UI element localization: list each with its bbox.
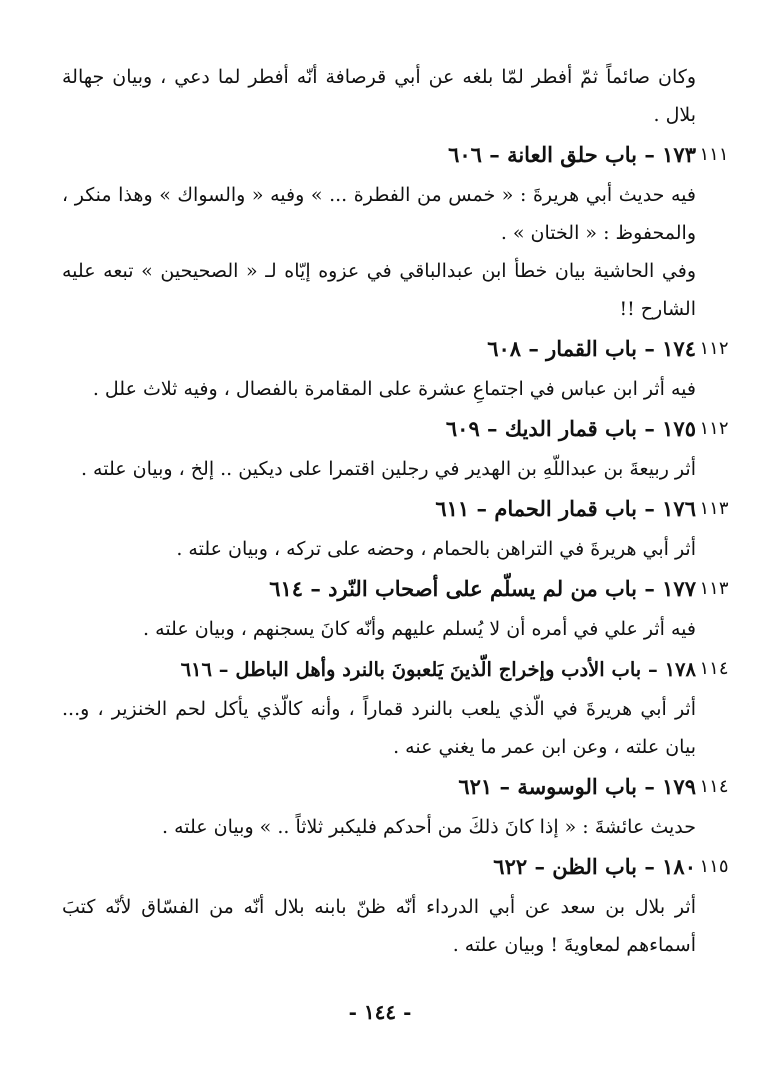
entry-heading — [62, 846, 729, 888]
entry-paragraph: فيه حديث أبي هريرةَ : « خمس من الفطرة ... » وفيه « والسواك » وهذا منكر ، والمحفوظ : « الختان » . — [62, 184, 696, 244]
entry-title: ١٧٧ – باب من لم يسلّم على أصحاب النّرد – ٦١٤ — [269, 576, 696, 601]
entry-paragraph: أثر أبي هريرةَ في التراهن بالحمام ، وحضه على تركه ، وبيان علته . — [176, 538, 696, 560]
entry-page-number: ١١٣ — [699, 578, 729, 599]
entry-173 — [62, 134, 729, 328]
entry-177 — [62, 568, 729, 648]
entry-paragraph: أثر بلال بن سعد عن أبي الدرداء أنّه ظنّ بابنه بلال أنّه من الفسّاق لأنّه كتبَ أسماءهم لمعاويةَ ! وبيان علته . — [62, 896, 696, 956]
entry-paragraph: حديث عائشةَ : « إذا كانَ ذلكَ من أحدكم فليكبر ثلاثاً .. » وبيان علته . — [162, 816, 696, 838]
entry-page-number: ١١٢ — [699, 418, 729, 439]
entry-heading — [62, 766, 729, 808]
entry-title: ١٧٥ – باب قمار الديك – ٦٠٩ — [445, 416, 696, 441]
entry-178 — [62, 648, 729, 766]
entry-heading — [62, 408, 729, 450]
entry-paragraph: فيه أثر ابن عباس في اجتماعِ عشرة على المقامرة بالفصال ، وفيه ثلاث علل . — [92, 378, 696, 400]
entry-176 — [62, 488, 729, 568]
entry-heading — [62, 328, 729, 370]
entry-heading — [62, 568, 729, 610]
entry-page-number: ١١٢ — [699, 338, 729, 359]
entry-body — [62, 450, 696, 488]
entry-paragraph: أثر ربيعةَ بن عبداللّهِ بن الهدير في رجلين اقتمرا على ديكين .. إلخ ، وبيان علته . — [80, 458, 696, 480]
entry-174 — [62, 328, 729, 408]
entry-heading — [62, 488, 729, 530]
document-page — [62, 58, 729, 964]
entry-title: ١٧٦ – باب قمار الحمام – ٦١١ — [435, 496, 696, 521]
entry-paragraph: فيه أثر علي في أمره أن لا يُسلم عليهم وأنّه كانَ يسجنهم ، وبيان علته . — [143, 618, 696, 640]
entry-body — [62, 370, 696, 408]
entry-paragraph: وفي الحاشية بيان خطأ ابن عبدالباقي في عزوه إيّاه لـ « الصحيحين » تبعه عليه الشارح !! — [62, 260, 696, 320]
entry-180 — [62, 846, 729, 964]
entry-title: ١٧٤ – باب القمار – ٦٠٨ — [487, 336, 696, 361]
entry-179 — [62, 766, 729, 846]
entry-page-number: ١١٤ — [699, 658, 729, 679]
entry-body — [62, 530, 696, 568]
entry-page-number: ١١٣ — [699, 498, 729, 519]
entry-page-number: ١١٥ — [699, 856, 729, 877]
entry-title: ١٧٩ – باب الوسوسة – ٦٢١ — [458, 774, 696, 799]
intro-paragraph: وكان صائماً ثمّ أفطر لمّا بلغه عن أبي قرصافة أنّه أفطر لما دعي ، وبيان جهالة بلال . — [62, 66, 696, 126]
entry-page-number: ١١١ — [699, 144, 729, 165]
entry-body — [62, 610, 696, 648]
entry-title: ١٧٨ – باب الأدب وإخراج الّذينَ يَلعبونَ بالنرد وأهل الباطل – ٦١٦ — [180, 658, 696, 681]
entry-heading — [62, 134, 729, 176]
entry-title: ١٨٠ – باب الظن – ٦٢٢ — [493, 854, 696, 879]
entry-page-number: ١١٤ — [699, 776, 729, 797]
entry-body — [62, 690, 696, 766]
entry-title: ١٧٣ – باب حلق العانة – ٦٠٦ — [448, 142, 696, 167]
entry-body — [62, 888, 696, 964]
entry-paragraph: أثر أبي هريرةَ في الّذي يلعب بالنرد قماراً ، وأنه كالّذي يأكل لحم الخنزير ، و... بيان علته ، وعن ابن عمر ما يغني عنه . — [62, 698, 696, 758]
entry-heading — [62, 648, 729, 690]
entry-body — [62, 176, 696, 328]
entry-body — [62, 808, 696, 846]
page-number-footer: - ١٤٤ - — [348, 1000, 412, 1024]
entry-175 — [62, 408, 729, 488]
